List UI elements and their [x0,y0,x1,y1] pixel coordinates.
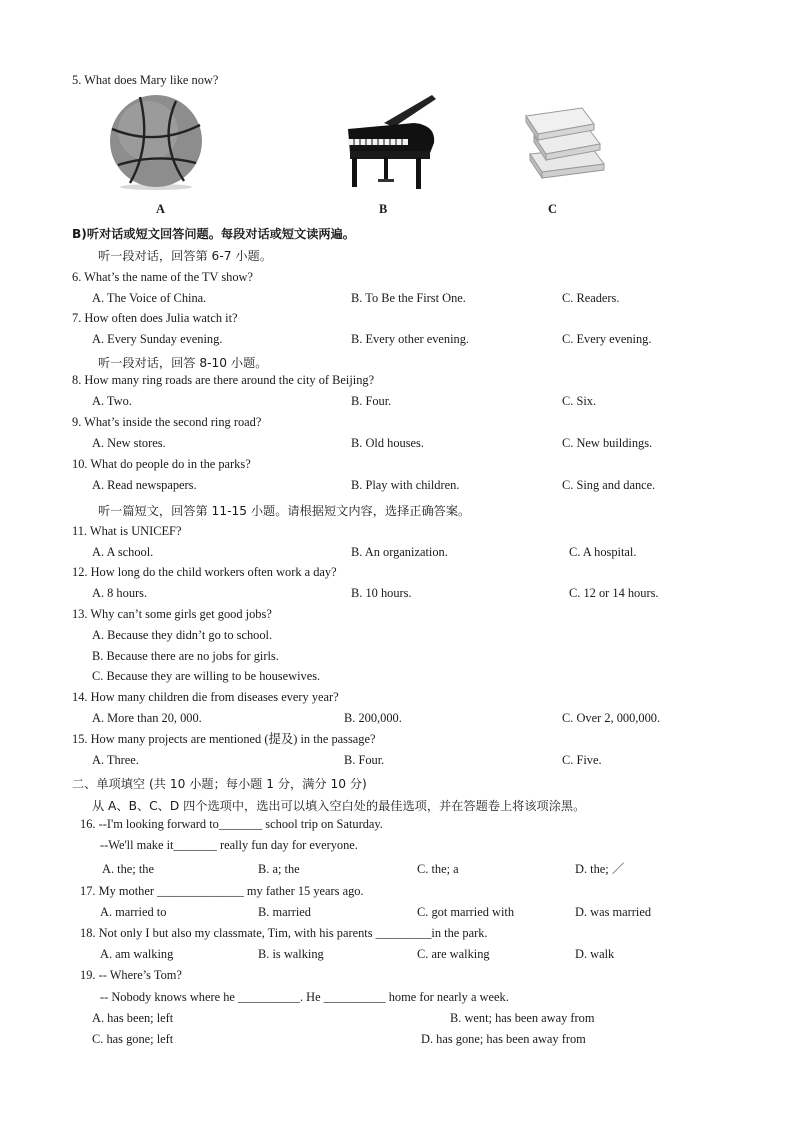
q11-option-a: A. A school. [92,545,154,559]
q17-option-c: C. got married with [417,905,515,919]
question-10: 10. What do people do in the parks? [72,457,251,471]
q10-option-a: A. Read newspapers. [92,478,197,492]
q7-option-c: C. Every evening. [562,332,652,346]
question-11: 11. What is UNICEF? [72,524,182,538]
q13-option-c: C. Because they are willing to be housewives. [92,669,321,683]
q14-option-a: A. More than 20, 000. [92,711,202,725]
question-16-line-1: 16. --I'm looking forward to_______ school trip on Saturday. [80,817,383,831]
q7-option-a: A. Every Sunday evening. [92,332,223,346]
q6-option-b: B. To Be the First One. [351,291,466,305]
q13-option-b: B. Because there are no jobs for girls. [92,649,279,663]
dialogue-1-intro: 听一段对话，回答第 6-7 小题。 [98,249,272,263]
question-12: 12. How long do the child workers often work a day? [72,565,337,579]
q9-option-c: C. New buildings. [562,436,653,450]
question-16-line-2: --We'll make it_______ really fun day for everyone. [100,838,358,852]
question-15: 15. How many projects are mentioned (提及) in the passage? [72,732,376,746]
question-7: 7. How often does Julia watch it? [72,311,238,325]
option-a-label: A [156,202,165,216]
q6-option-c: C. Readers. [562,291,620,305]
q7-option-b: B. Every other evening. [351,332,470,346]
q17-option-d: D. was married [575,905,652,919]
q19-option-b: B. went; has been away from [450,1011,595,1025]
question-8: 8. How many ring roads are there around the city of Beijing? [72,373,375,387]
q18-option-b: B. is walking [258,947,324,961]
q13-option-a: A. Because they didn’t go to school. [92,628,273,642]
q14-option-b: B. 200,000. [344,711,402,725]
q9-option-a: A. New stores. [92,436,166,450]
option-c-label: C [548,202,557,216]
q10-option-b: B. Play with children. [351,478,460,492]
question-6: 6. What’s the name of the TV show? [72,270,254,284]
question-19-line-2: -- Nobody knows where he __________. He __________ home for nearly a week. [100,990,509,1004]
q8-option-c: C. Six. [562,394,597,408]
q12-option-a: A. 8 hours. [92,586,148,600]
question-13: 13. Why can’t some girls get good jobs? [72,607,272,621]
q19-option-d: D. has gone; has been away from [421,1032,586,1046]
section-b-heading: B)听对话或短文回答问题。每段对话或短文读两遍。 [72,227,355,241]
q10-option-c: C. Sing and dance. [562,478,656,492]
q6-option-a: A. The Voice of China. [92,291,207,305]
books-icon [522,104,606,180]
question-5: 5. What does Mary like now? [72,73,219,87]
q12-option-c: C. 12 or 14 hours. [569,586,659,600]
question-19-line-1: 19. -- Where’s Tom? [80,968,182,982]
q9-option-b: B. Old houses. [351,436,424,450]
q16-option-b: B. a; the [258,862,300,876]
q8-option-b: B. Four. [351,394,392,408]
q18-option-d: D. walk [575,947,615,961]
piano-icon [344,93,440,191]
q19-option-a: A. has been; left [92,1011,174,1025]
q14-option-c: C. Over 2, 000,000. [562,711,661,725]
q19-option-c: C. has gone; left [92,1032,174,1046]
q15-option-a: A. Three. [92,753,139,767]
option-b-label: B [379,202,388,216]
q15-option-b: B. Four. [344,753,385,767]
question-17: 17. My mother ______________ my father 15 years ago. [80,884,364,898]
question-18: 18. Not only I but also my classmate, Tim, with his parents _________in the park. [80,926,488,940]
q17-option-a: A. married to [100,905,167,919]
q18-option-c: C. are walking [417,947,490,961]
q11-option-c: C. A hospital. [569,545,637,559]
passage-intro: 听一篇短文，回答第 11-15 小题。请根据短文内容，选择正确答案。 [98,504,471,518]
q15-option-c: C. Five. [562,753,602,767]
section-2-heading: 二、单项填空 (共 10 小题；每小题 1 分，满分 10 分) [72,777,367,791]
basketball-icon [106,95,206,190]
q11-option-b: B. An organization. [351,545,448,559]
question-14: 14. How many children die from diseases every year? [72,690,339,704]
section-2-instruction: 从 A、B、C、D 四个选项中，选出可以填入空白处的最佳选项，并在答题卷上将该项涂黑。 [92,799,586,813]
q12-option-b: B. 10 hours. [351,586,412,600]
question-9: 9. What’s inside the second ring road? [72,415,262,429]
q17-option-b: B. married [258,905,311,919]
q16-option-d: D. the; ／ [575,862,625,876]
q16-option-a: A. the; the [102,862,154,876]
q16-option-c: C. the; a [417,862,459,876]
dialogue-2-intro: 听一段对话，回答 8-10 小题。 [98,356,268,370]
q18-option-a: A. am walking [100,947,174,961]
q8-option-a: A. Two. [92,394,132,408]
